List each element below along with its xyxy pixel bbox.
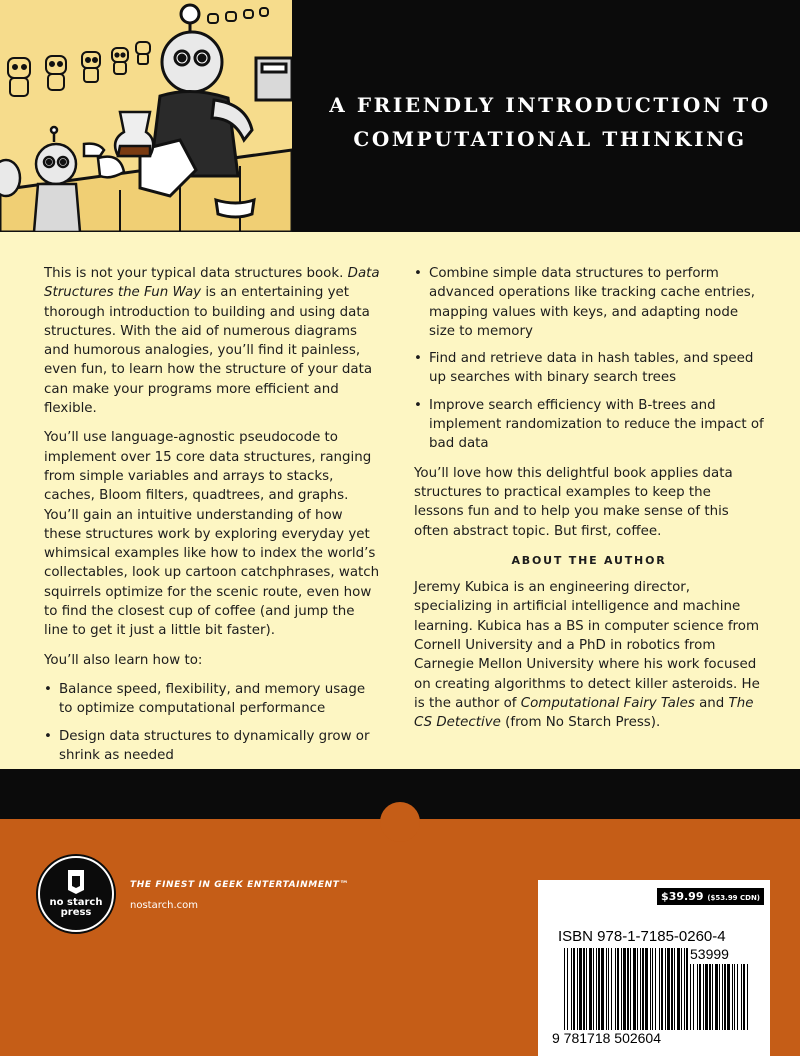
list-item: • Design data structures to dynamically grow or shrink as needed [44, 728, 370, 763]
closing-paragraph: You’ll love how this delightful book applies data structures to practical examples to keep the lessons fun and to help you make sense of this often abstract topic. But first, coffee. [414, 465, 733, 539]
isbn-label: ISBN 978-1-7185-0260-4 [558, 928, 726, 945]
bullet-icon: • [44, 728, 52, 744]
headline [300, 88, 800, 156]
intro-paragraph: This is not your typical data structures book. Data Structures the Fun Way is an entertaining yet thorough introduction to building and using data structures. With the aid of numerous diagrams and humorous analogies, you’ll find it painless, even fun, to learn how the structure of your data can make your programs more efficient and flexible. [44, 266, 380, 417]
barcode-digits: 9 781718 502604 [552, 1030, 661, 1046]
right-bullet-list [414, 264, 764, 454]
barcode-icon [564, 948, 688, 1030]
book-title: Data Structures the Fun Way [44, 266, 380, 301]
headline-line-2: COMPUTATIONAL THINKING [353, 127, 747, 151]
price-tag: $39.99 ($53.99 CDN) [657, 888, 764, 905]
publisher-website: nostarch.com [130, 900, 198, 911]
logo-emblem-icon [36, 854, 116, 934]
list-item: • Find and retrieve data in hash tables, and speed up searches with binary search trees [414, 351, 754, 386]
right-column [414, 264, 764, 743]
book-title: The CS Detective [414, 695, 754, 731]
bullet-icon: • [414, 397, 422, 413]
price-barcode-icon [690, 964, 748, 1030]
left-column [44, 264, 382, 775]
publisher-tagline: THE FINEST IN GEEK ENTERTAINMENT™ [130, 880, 350, 890]
barcode-box [538, 880, 770, 1056]
logo-text: no starch press [49, 897, 103, 918]
no-starch-press-logo [36, 854, 116, 934]
learn-how-paragraph: You’ll also learn how to: [44, 652, 203, 668]
book-title: Computational Fairy Tales [520, 695, 695, 711]
top-banner [0, 0, 800, 232]
description-panel [0, 232, 800, 769]
footer-notch [380, 802, 420, 842]
list-item: • Improve search efficiency with B-trees and implement randomization to reduce the impact of bad data [414, 397, 764, 452]
bullet-icon: • [414, 266, 422, 281]
left-bullet-list [44, 680, 382, 765]
pseudocode-paragraph: You’ll use language-agnostic pseudocode to implement over 15 core data structures, ranging from simple variables and arrays to stacks, caches, Bloom filters, quadtrees, and graphs. You’ll gain an intuitive understanding of how these structures work by exploring everyday yet whimsical examples like how to index the world’s collectables, look up cartoon catchphrases, watch squirrels optimize for the scenic route, even how to find the closest cup of coffee (and jump the line to get it just a little bit faster). [44, 430, 380, 639]
bullet-icon: • [414, 351, 422, 367]
robot-cafe-illustration [0, 0, 292, 232]
price-code: 53999 [690, 946, 729, 962]
about-author-heading: ABOUT THE AUTHOR [511, 553, 667, 567]
list-item: • Balance speed, flexibility, and memory usage to optimize computational performance [44, 681, 366, 717]
about-author-paragraph: Jeremy Kubica is an engineering director, specializing in artificial intelligence and machine learning. Kubica has a BS in computer science from Cornell University and a PhD in robotics from Carnegie Mellon University where his work focused on creating algorithms to detect killer asteroids. He is the author of Computational Fairy Tales and The CS Detective (from No Starch Press). [414, 580, 760, 731]
headline-line-1: A FRIENDLY INTRODUCTION TO [329, 93, 771, 117]
bullet-icon: • [44, 681, 52, 697]
list-item: • Combine simple data structures to perform advanced operations like tracking cache entries, mapping values with keys, and adapting node size to memory [414, 266, 756, 339]
